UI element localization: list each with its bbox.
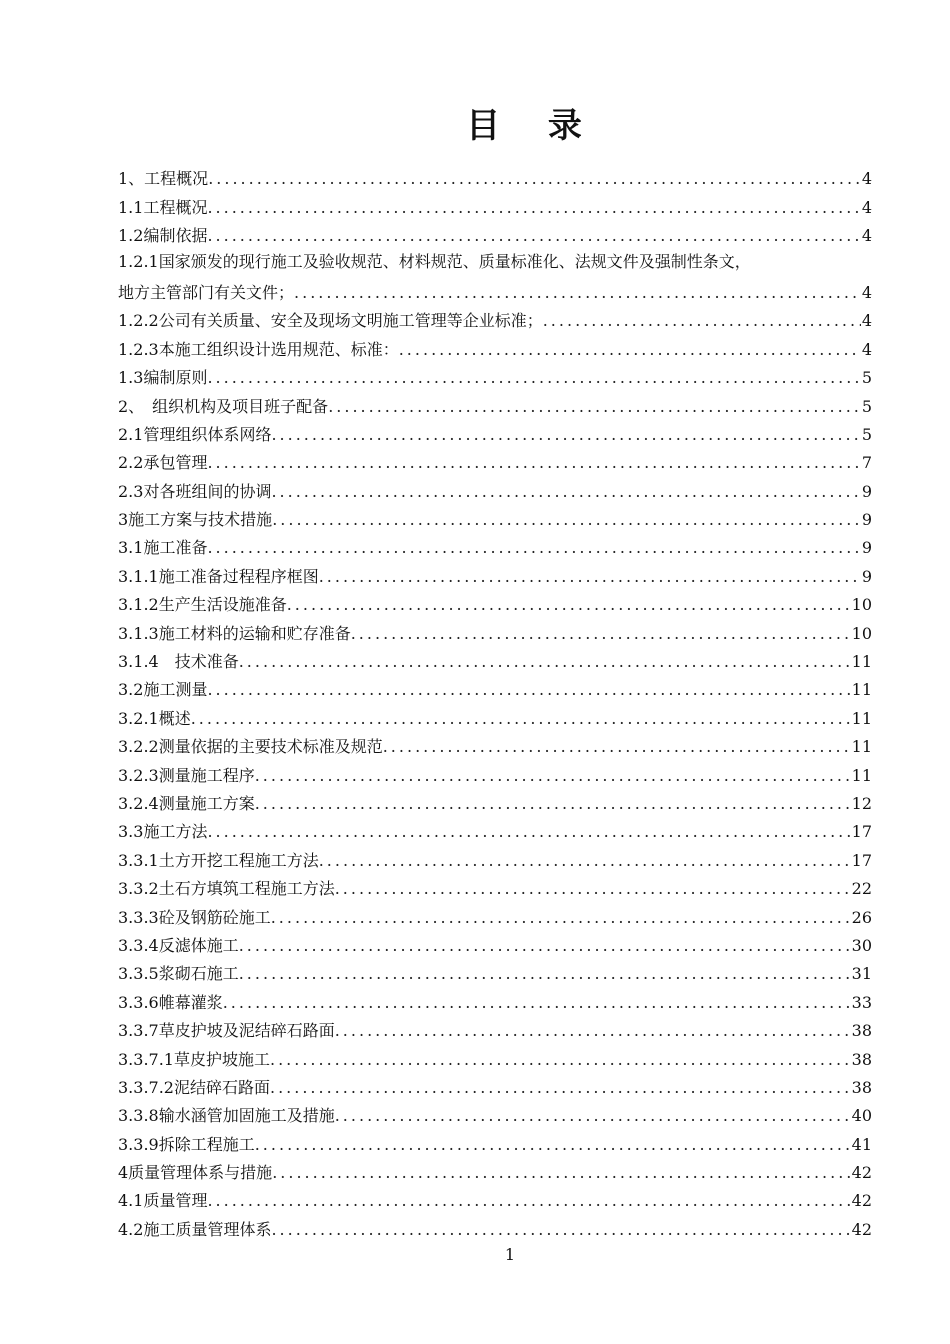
toc-entry[interactable] (118, 220, 872, 248)
toc-entry-label: 3.3.7.1草皮护坡施工 (118, 1049, 270, 1069)
toc-entry[interactable] (118, 475, 872, 503)
toc-entry[interactable] (118, 1100, 872, 1128)
toc-entry-label: 2.3对各班组间的协调 (118, 481, 272, 501)
toc-entry-page: 4 (861, 282, 872, 302)
toc-dot-leader (335, 1106, 851, 1128)
toc-entry-page: 38 (851, 1021, 872, 1041)
toc-entry[interactable] (118, 1157, 872, 1185)
toc-entry-label: 3.2.3测量施工程序 (118, 765, 255, 785)
toc-entry-label: 3.3.4反滤体施工 (118, 935, 239, 955)
toc-entry-label: 3.3.2土石方填筑工程施工方法 (118, 879, 335, 899)
toc-entry[interactable] (118, 333, 872, 361)
toc-entry[interactable] (118, 362, 872, 390)
toc-entry-label: 2、 组织机构及项目班子配备 (118, 396, 329, 416)
toc-entry-page: 40 (851, 1106, 872, 1126)
toc-entry-page: 26 (851, 907, 872, 927)
toc-entry[interactable] (118, 1185, 872, 1213)
toc-entry-label: 3.3.1土方开挖工程施工方法 (118, 850, 319, 870)
toc-entry-page: 9 (861, 538, 872, 558)
toc-entry-page: 41 (851, 1134, 872, 1154)
toc-dot-leader (255, 1135, 851, 1157)
toc-entry-page: 42 (851, 1163, 872, 1183)
toc-entry-label: 3.1.2生产生活设施准备 (118, 595, 287, 615)
toc-entry[interactable] (118, 277, 872, 305)
toc-entry[interactable] (118, 1015, 872, 1043)
toc-entry-label-line[interactable]: 1.2.1国家颁发的现行施工及验收规范、材料规范、质量标准化、法规文件及强制性条文， (118, 252, 751, 272)
toc-entry[interactable] (118, 504, 872, 532)
toc-dot-leader (319, 851, 851, 873)
toc-entry-page: 4 (861, 339, 872, 359)
toc-entry[interactable] (118, 986, 872, 1014)
toc-dot-leader (207, 538, 860, 560)
toc-entry[interactable] (118, 1128, 872, 1156)
toc-entry-label: 3.2.2测量依据的主要技术标准及规范 (118, 737, 383, 757)
toc-dot-leader (383, 737, 851, 759)
toc-entry-label: 4.1质量管理 (118, 1191, 208, 1211)
toc-entry[interactable] (118, 788, 872, 816)
toc-entry[interactable] (118, 646, 872, 674)
toc-dot-leader (207, 368, 860, 390)
toc-dot-leader (271, 425, 860, 447)
toc-entry-label: 2.1管理组织体系网络 (118, 424, 272, 444)
toc-entry-label: 1、工程概况 (118, 169, 209, 189)
toc-dot-leader (208, 169, 861, 191)
toc-entry-page: 11 (851, 652, 872, 672)
toc-entry-label: 3施工方案与技术措施 (118, 510, 273, 530)
toc-entry-label: 2.2承包管理 (118, 453, 208, 473)
toc-dot-leader (270, 1078, 851, 1100)
toc-entry[interactable] (118, 305, 872, 333)
toc-dot-leader (335, 1021, 851, 1043)
toc-title: 目 录 (466, 106, 600, 146)
toc-entry[interactable] (118, 759, 872, 787)
toc-entry[interactable] (118, 731, 872, 759)
toc-list (118, 163, 872, 1242)
toc-entry-page: 11 (851, 737, 872, 757)
toc-entry-label: 1.2.3本施工组织设计选用规范、标准： (118, 339, 399, 359)
toc-entry-label: 1.1工程概况 (118, 197, 208, 217)
toc-entry-label: 3.1.3施工材料的运输和贮存准备 (118, 623, 351, 643)
toc-entry[interactable] (118, 958, 872, 986)
toc-entry-page: 4 (861, 311, 872, 331)
toc-dot-leader (239, 652, 851, 674)
toc-dot-leader (239, 964, 851, 986)
toc-entry-page: 5 (861, 424, 872, 444)
toc-entry-label: 3.2.4测量施工方案 (118, 793, 255, 813)
toc-dot-leader (239, 936, 851, 958)
toc-dot-leader (294, 283, 861, 305)
toc-dot-leader (287, 595, 851, 617)
toc-entry[interactable] (118, 447, 872, 475)
toc-entry[interactable] (118, 816, 872, 844)
toc-entry-page: 4 (861, 169, 872, 189)
toc-entry[interactable] (118, 163, 872, 191)
toc-entry-label: 3.3.8输水涵管加固施工及措施 (118, 1106, 335, 1126)
toc-dot-leader (399, 340, 861, 362)
toc-entry-page: 38 (851, 1077, 872, 1097)
toc-entry[interactable] (118, 844, 872, 872)
toc-entry-label: 1.3编制原则 (118, 368, 208, 388)
toc-entry-page: 42 (851, 1191, 872, 1211)
toc-dot-leader (270, 1050, 851, 1072)
toc-dot-leader (272, 510, 861, 532)
toc-entry-page: 17 (851, 822, 872, 842)
toc-entry-page: 4 (861, 197, 872, 217)
toc-entry-page: 11 (851, 765, 872, 785)
toc-entry-page: 10 (851, 595, 872, 615)
toc-entry-label: 1.2.2公司有关质量、安全及现场文明施工管理等企业标准； (118, 311, 543, 331)
toc-entry-page: 38 (851, 1049, 872, 1069)
toc-entry-label: 1.2编制依据 (118, 226, 208, 246)
toc-dot-leader (223, 993, 851, 1015)
toc-entry-page: 31 (851, 964, 872, 984)
toc-dot-leader (335, 879, 851, 901)
page-number: 1 (504, 1245, 516, 1264)
toc-entry[interactable] (118, 419, 872, 447)
toc-entry-label: 3.3.7.2泥结碎石路面 (118, 1077, 270, 1097)
toc-dot-leader (207, 822, 850, 844)
toc-entry-page: 9 (861, 481, 872, 501)
toc-entry-page: 17 (851, 850, 872, 870)
toc-entry[interactable] (118, 1043, 872, 1071)
toc-entry-label: 3.3施工方法 (118, 822, 208, 842)
toc-entry-label: 地方主管部门有关文件； (118, 282, 295, 302)
toc-entry-page: 42 (851, 1219, 872, 1239)
toc-entry-page: 4 (861, 226, 872, 246)
toc-dot-leader (207, 226, 860, 248)
toc-dot-leader (319, 567, 861, 589)
toc-entry[interactable] (118, 901, 872, 929)
toc-entry[interactable] (118, 702, 872, 730)
toc-entry[interactable] (118, 191, 872, 219)
toc-entry[interactable] (118, 1072, 872, 1100)
toc-entry-page: 11 (851, 708, 872, 728)
toc-entry-page: 22 (851, 879, 872, 899)
toc-dot-leader (543, 311, 861, 333)
toc-entry-label: 3.3.7草皮护坡及泥结碎石路面 (118, 1021, 335, 1041)
toc-entry[interactable] (118, 532, 872, 560)
toc-entry-label: 3.1.4 技术准备 (118, 652, 239, 672)
toc-entry-label: 3.2施工测量 (118, 680, 208, 700)
toc-entry-page: 9 (861, 510, 872, 530)
toc-entry[interactable] (118, 390, 872, 418)
toc-dot-leader (207, 1191, 850, 1213)
toc-dot-leader (255, 794, 851, 816)
toc-dot-leader (272, 1163, 850, 1185)
toc-entry-page: 9 (861, 566, 872, 586)
toc-entry-label: 3.1.1施工准备过程程序框图 (118, 566, 319, 586)
toc-entry-label: 3.3.6帷幕灌浆 (118, 992, 223, 1012)
toc-entry[interactable] (118, 589, 872, 617)
toc-entry-label: 4.2施工质量管理体系 (118, 1219, 272, 1239)
toc-entry-label: 3.3.3砼及钢筋砼施工 (118, 907, 271, 927)
toc-entry-page: 5 (861, 396, 872, 416)
toc-dot-leader (328, 397, 861, 419)
toc-dot-leader (271, 1220, 850, 1242)
toc-entry-label: 3.1施工准备 (118, 538, 208, 558)
toc-entry[interactable] (118, 617, 872, 645)
toc-entry[interactable] (118, 674, 872, 702)
toc-entry-page: 12 (851, 793, 872, 813)
toc-dot-leader (191, 709, 851, 731)
toc-dot-leader (207, 453, 860, 475)
toc-entry-page: 7 (861, 453, 872, 473)
toc-entry[interactable] (118, 1213, 872, 1241)
toc-entry-page: 10 (851, 623, 872, 643)
toc-dot-leader (207, 680, 850, 702)
toc-entry-page: 33 (851, 992, 872, 1012)
toc-dot-leader (255, 766, 851, 788)
toc-dot-leader (351, 624, 851, 646)
toc-entry-label: 4质量管理体系与措施 (118, 1163, 273, 1183)
toc-dot-leader (207, 198, 860, 220)
toc-entry-label: 3.2.1概述 (118, 708, 191, 728)
toc-entry[interactable] (118, 873, 872, 901)
toc-entry[interactable] (118, 930, 872, 958)
toc-entry-page: 30 (851, 935, 872, 955)
toc-entry-page: 11 (851, 680, 872, 700)
toc-entry-label: 3.3.9拆除工程施工 (118, 1134, 255, 1154)
toc-dot-leader (271, 482, 860, 504)
toc-entry-page: 5 (861, 368, 872, 388)
toc-entry-label: 3.3.5浆砌石施工 (118, 964, 239, 984)
toc-dot-leader (271, 908, 851, 930)
toc-entry[interactable] (118, 560, 872, 588)
